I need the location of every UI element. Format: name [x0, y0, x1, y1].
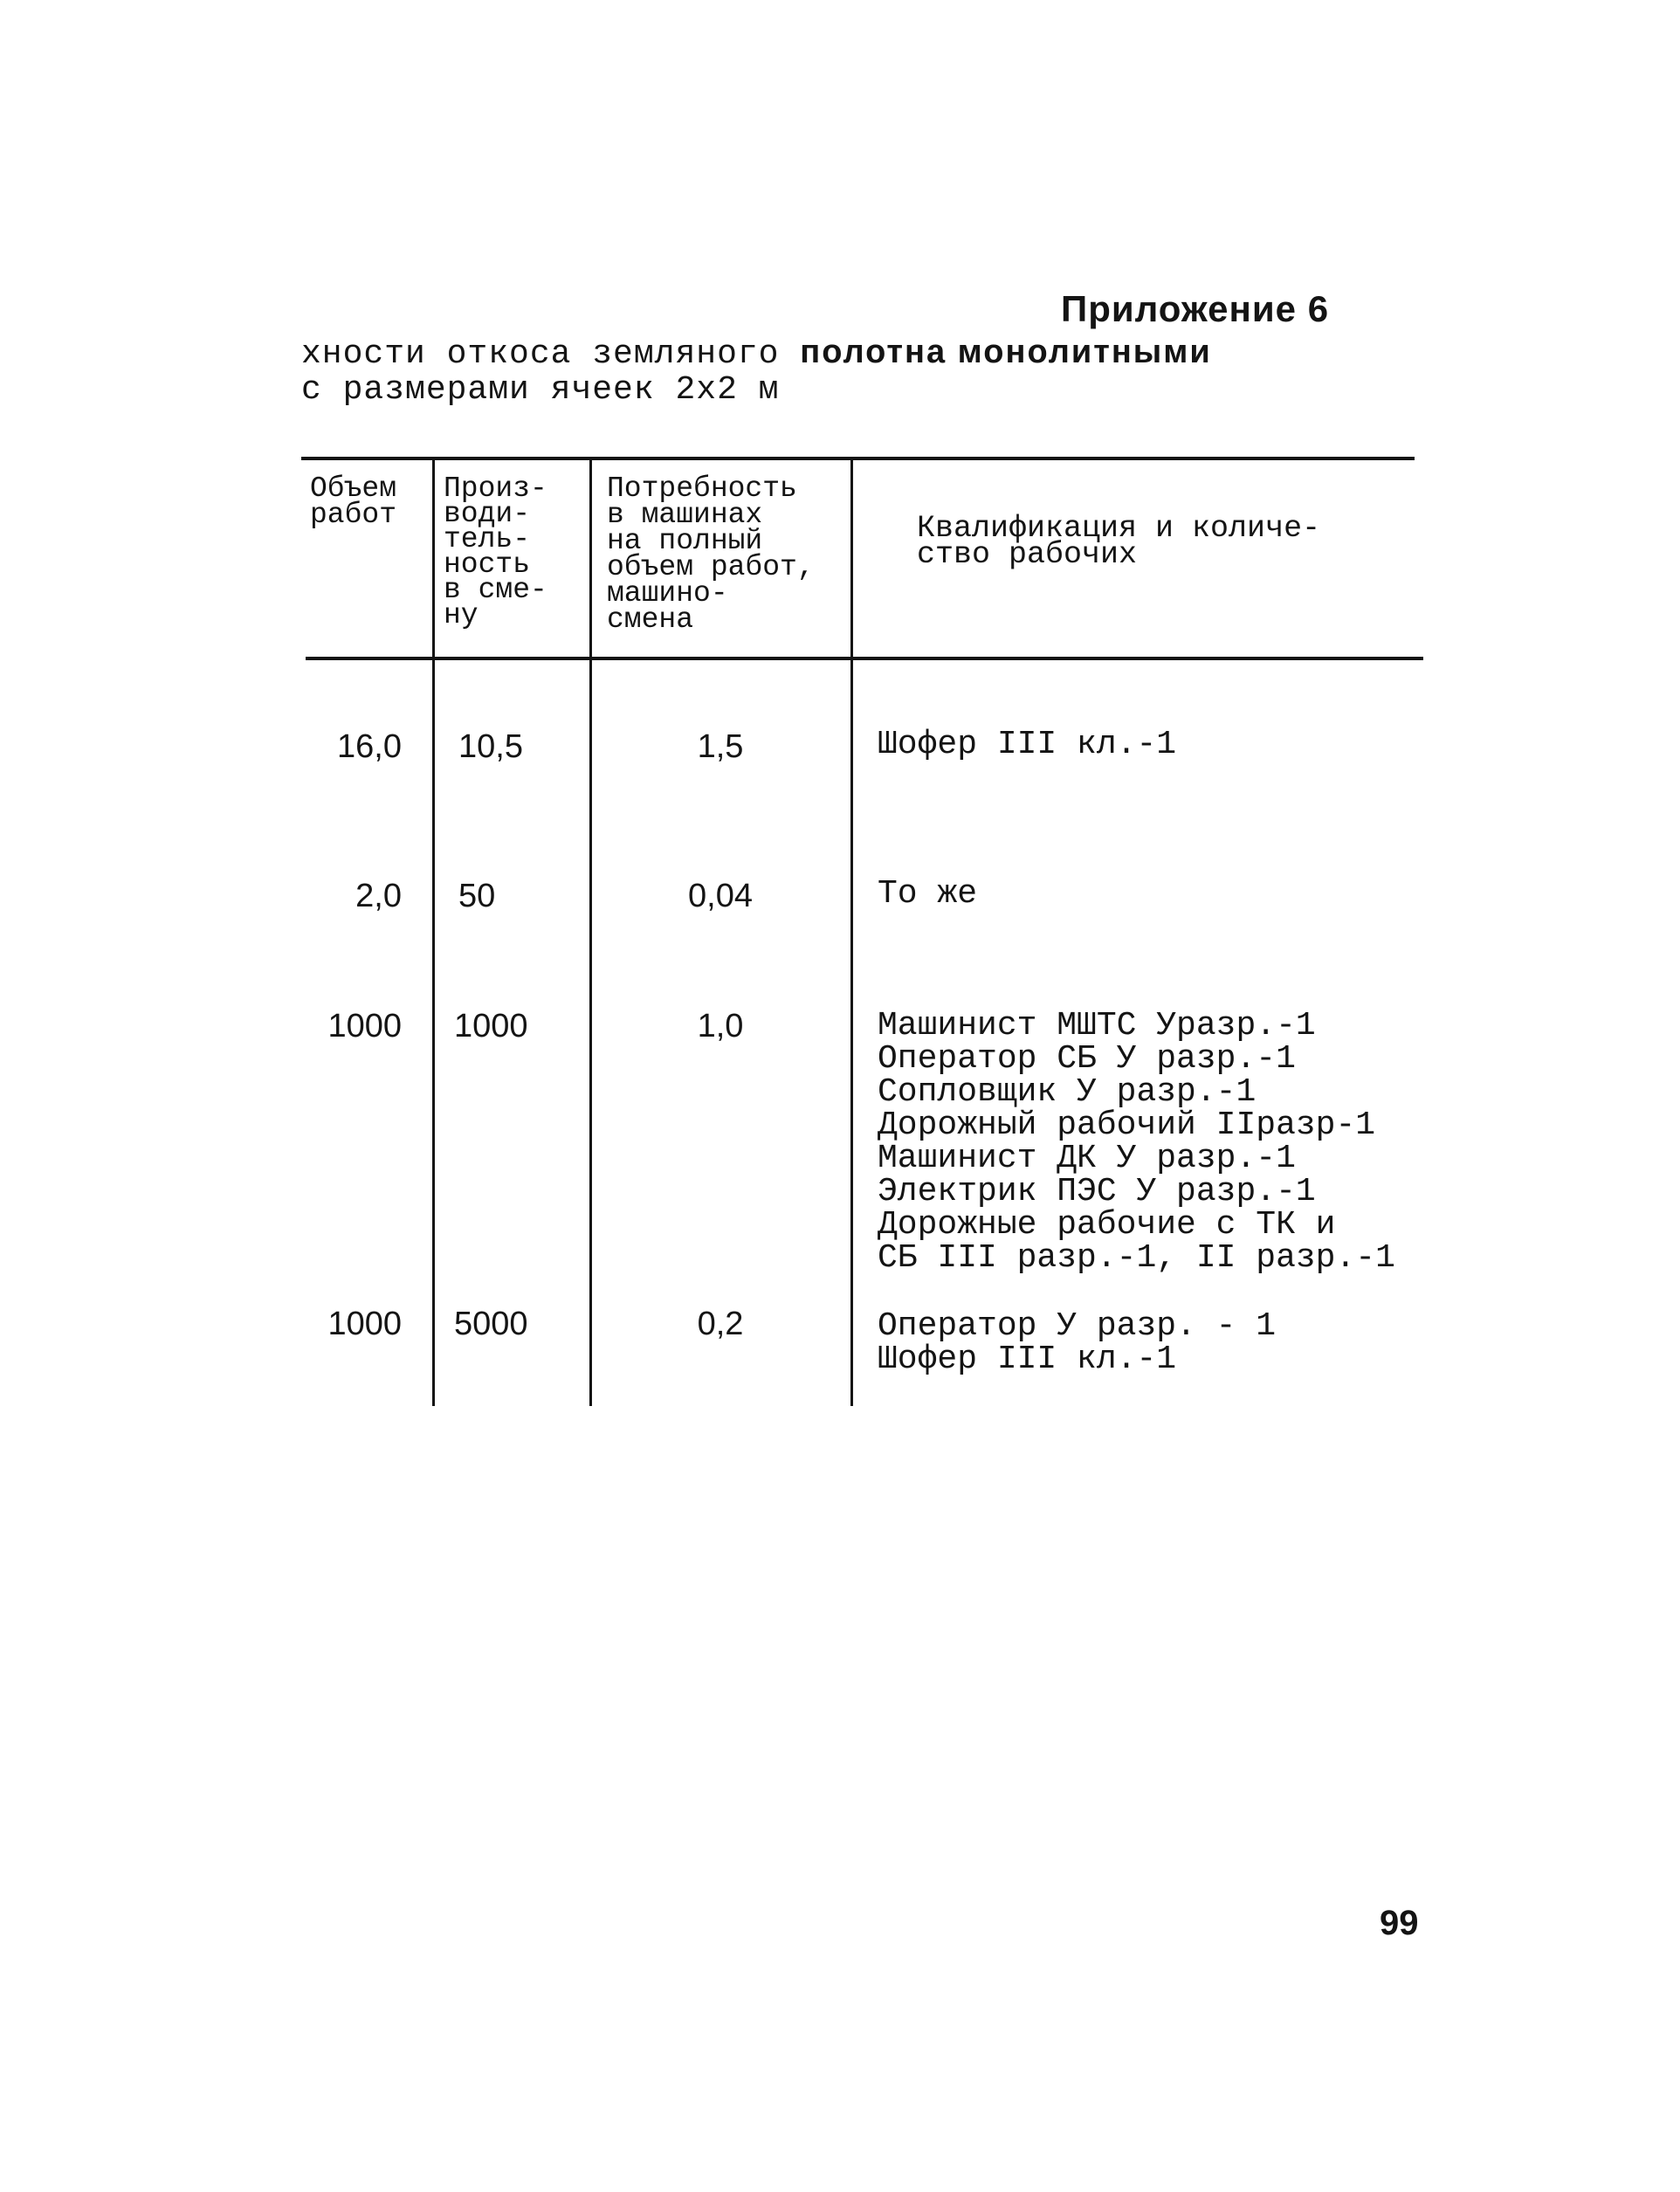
page-number: 99 [1380, 1904, 1419, 1942]
column-divider-1 [432, 458, 435, 1406]
row-3-volume: 1000 [327, 1008, 402, 1044]
row-4-qualification: Оператор У разр. - 1 Шофер III кл.-1 [878, 1307, 1277, 1378]
column-divider-3 [850, 458, 853, 1406]
table-header-bottom-rule [306, 657, 1423, 660]
row-1-productivity: 10,5 [458, 728, 523, 765]
header-machine-need: Потребность в машинах на полный объем работ, машино- смена [607, 472, 815, 636]
appendix-label: Приложение 6 [1061, 288, 1330, 329]
table-title-part-1: хности откоса земляного [301, 335, 801, 373]
header-qualification: Квалификация и количе- ство рабочих [917, 511, 1321, 572]
row-4-volume: 1000 [327, 1306, 402, 1342]
table-top-rule [301, 457, 1415, 460]
header-productivity: Произ- води- тель- ность в сме- ну [444, 472, 547, 631]
table-title-line-2: с размерами ячеек 2х2 м [301, 371, 780, 409]
table-title-line-1 [301, 334, 1212, 373]
row-2-volume: 2,0 [355, 878, 402, 914]
row-3-productivity: 1000 [454, 1008, 528, 1044]
row-3-qualification: Машинист МШТС Уразр.-1 Оператор СБ У разр.-1 Сопловщик У разр.-1 Дорожный рабочий IIразр-1 Машинист ДК У разр.-1 Электрик ПЭС У разр.-1 Дорожные рабочие с ТК и СБ III разр.-1, II разр.-1 [878, 1007, 1395, 1277]
row-4-productivity: 5000 [454, 1306, 528, 1342]
header-volume: Объем работ [310, 472, 397, 531]
row-4-machine-need: 0,2 [697, 1306, 744, 1342]
column-divider-2 [589, 458, 592, 1406]
row-2-machine-need: 0,04 [688, 878, 753, 914]
table-title-part-2: полотна монолитными [800, 334, 1212, 370]
row-1-machine-need: 1,5 [697, 728, 744, 765]
row-1-volume: 16,0 [337, 728, 402, 765]
row-1-qualification: Шофер III кл.-1 [878, 726, 1177, 763]
row-2-productivity: 50 [458, 878, 496, 914]
row-3-machine-need: 1,0 [697, 1008, 744, 1044]
row-2-qualification: То же [878, 875, 978, 913]
